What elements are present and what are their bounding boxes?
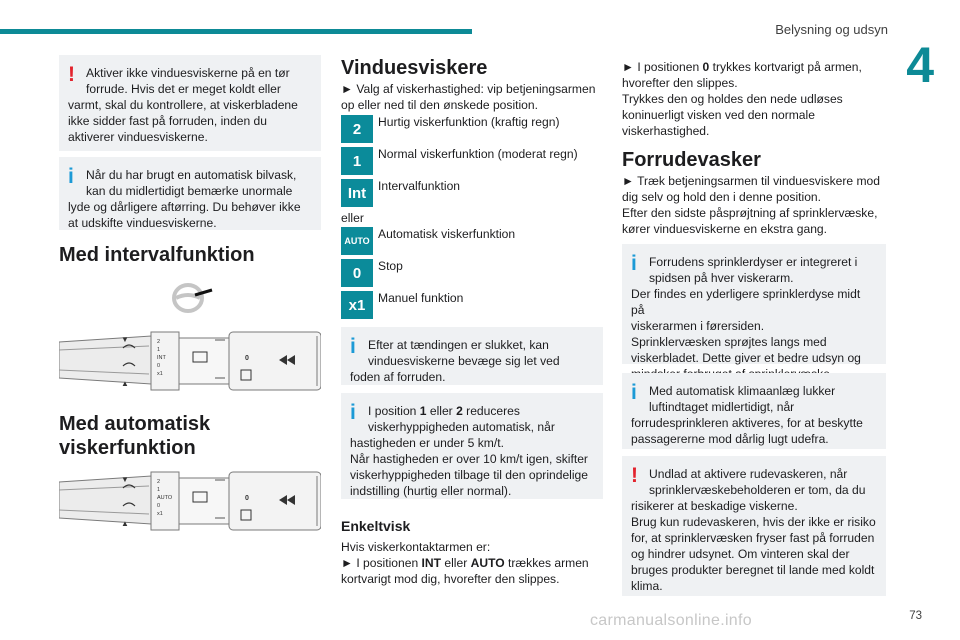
info-icon: i [350,401,356,424]
intro-line: op eller ned til den ønskede position. [341,98,538,112]
info-icon: i [631,252,637,275]
info-line: forrudesprinkleren aktiveres, for at beskytte [631,416,863,430]
warning-line: og hindrer udsynet. Om vinteren skal der [631,547,850,561]
info-box-sprinkler-nozzles [622,244,886,364]
speed-label: Hurtig viskerfunktion (kraftig regn) [378,115,560,129]
info-line: Der findes en yderligere sprinklerdyse midt på [631,287,861,317]
stalk-int-label: INT [157,355,166,361]
section-title: Belysning og udsyn [775,22,888,37]
auto-icon: AUTO [341,227,373,255]
info-line: viskerarmen i førersiden. [631,319,765,333]
stalk-pos-2: 2 [157,479,161,485]
heading-auto-1: Med automatisk [59,413,211,435]
stalk-pos-2: 2 [157,339,161,345]
speed-label: Automatisk viskerfunktion [378,227,516,241]
heading-auto-2: viskerfunktion [59,437,196,459]
stalk-pos-1: 1 [157,347,161,353]
intro-line: ► Valg af viskerhastighed: vip betjeningsarmen [341,82,596,96]
info-line: viskerhyppigheden automatisk, når [368,420,555,434]
warning-line: klima. [631,579,663,593]
wiper-stalk-auto-diagram [59,470,321,532]
heading-enkeltvisk: Enkeltvisk [341,518,411,534]
info-box-speed-reduction [341,393,603,499]
stalk-pos-0: 0 [157,503,161,509]
svg-text:▼: ▼ [121,335,129,344]
speed-label: Normal viskerfunktion (moderat regn) [378,147,578,161]
text-line: ► Træk betjeningsarmen til vinduesviskere mod [622,174,880,188]
info-box-climate-control [622,373,886,449]
speed-int-icon: Int [341,179,373,207]
text-line: ► I positionen 0 trykkes kortvarigt på armen, [622,60,862,74]
text-line: viskerhastighed. [622,124,710,138]
info-icon: i [631,381,637,404]
info-icon: i [350,335,356,358]
text-line: ► I positionen INT eller AUTO trækkes armen [341,556,589,570]
single-wipe-text [341,539,603,587]
speed-label: Stop [378,259,403,273]
warning-line: sprinklervæskebeholderen er tom, da du [649,483,866,497]
warning-line: bruges produkter beregnet til lande med koldt [631,563,875,577]
watermark: carmanualsonline.info [590,612,752,629]
text-line: kører vinduesviskerne en ekstra gang. [622,222,828,236]
manual-x1-icon: x1 [341,291,373,319]
info-box-ignition-off [341,327,603,385]
info-icon: i [68,165,74,188]
warning-line: varmt, skal du kontrollere, at viskerbladene [68,98,298,112]
info-box-car-wash [59,157,321,230]
speed-1-icon: 1 [341,147,373,175]
info-line: Forrudens sprinklerdyser er integreret i [649,255,858,269]
warning-box-dry-windscreen [59,55,321,151]
text-line: koninuerligt visken ved den normale [622,108,815,122]
info-line: hastigheden er under 5 km/t. [350,436,504,450]
text-line: hvorefter den slippes. [622,76,738,90]
warning-line: forrude. Hvis det er meget koldt eller [86,82,281,96]
warning-line: Brug kun rudevaskeren, hvis der ikke er risiko [631,515,876,529]
position-0-text [622,59,886,139]
svg-text:▲: ▲ [121,519,129,528]
text-line: Trykkes den og holdes den nede udløses [622,92,843,106]
info-line: Når hastigheden er over 10 km/t igen, skifter [350,452,588,466]
stalk-pos-x1: x1 [157,511,163,517]
stalk-pos-x1: x1 [157,371,163,377]
header-accent-bar [0,29,472,34]
info-line: I position 1 eller 2 reduceres [368,404,520,418]
warning-line: Aktiver ikke vinduesviskerne på en tør [86,66,290,80]
warning-line: risikerer at beskadige viskerne. [631,499,798,513]
warning-line: Undlad at aktivere rudevaskeren, når [649,467,848,481]
wiper-stalk-interval-diagram [59,330,321,392]
info-line: spidsen på hver viskerarm. [649,271,794,285]
warning-icon: ! [68,63,75,86]
info-line: foden af forruden. [350,370,446,384]
info-line: Når du har brugt en automatisk bilvask, [86,168,297,182]
svg-text:▼: ▼ [121,475,129,484]
info-line: Med automatisk klimaanlæg lukker [649,384,836,398]
info-line: Sprinklervæsken sprøjtes langs med [631,335,827,349]
warning-line: ikke sidder fast på forruden, inden du [68,114,267,128]
warning-box-empty-reservoir [622,456,886,596]
speed-2-icon: 2 [341,115,373,143]
info-line: lyde og dårligere aftørring. Du behøver ikke [68,200,301,214]
page-number: 73 [909,610,922,622]
intro-text [341,81,603,113]
info-line: Efter at tændingen er slukket, kan [368,338,549,352]
heading-forrudevasker: Forrudevasker [622,149,761,171]
info-line: viskerhyppigheden tilbage til den oprindelige [350,468,589,482]
info-line: kan du midlertidigt bemærke unormale [86,184,293,198]
stalk-rear-0: 0 [245,495,249,502]
speed-label: Intervalfunktion [378,179,461,193]
info-line: vinduesviskerne bevæge sig let ved [368,354,560,368]
info-line: indstilling (hurtig eller normal). [350,484,512,498]
warning-icon: ! [631,464,638,487]
steering-wheel-icon [168,280,218,316]
chapter-number: 4 [906,37,934,93]
svg-text:▲: ▲ [121,379,129,388]
text-line: kortvarigt mod dig, hvorefter den slippes. [341,572,560,586]
info-line: at udskifte vinduesviskerne. [68,216,217,230]
stalk-pos-1: 1 [157,487,161,493]
info-line: viskerbladet. Dette giver et bedre udsyn og [631,351,861,365]
washer-text [622,173,886,237]
stalk-rear-0: 0 [245,355,249,362]
info-line: passagererne mod dårlig lugt udefra. [631,432,829,446]
stalk-pos-0: 0 [157,363,161,369]
text-line: Hvis viskerkontaktarmen er: [341,540,491,554]
warning-line: aktiverer vinduesviskerne. [68,130,208,144]
speed-label: Manuel funktion [378,291,464,305]
warning-line: for, at sprinklervæsken fryser fast på forruden [631,531,875,545]
text-line: Efter den sidste påsprøjtning af sprinklervæske, [622,206,878,220]
text-line: dig selv og hold den i denne position. [622,190,822,204]
heading-interval: Med intervalfunktion [59,244,255,266]
info-line: luftindtaget midlertidigt, når [649,400,795,414]
stalk-auto-label: AUTO [157,495,173,501]
or-text: eller [341,211,364,225]
heading-vinduesviskere: Vinduesviskere [341,57,488,79]
stop-0-icon: 0 [341,259,373,287]
